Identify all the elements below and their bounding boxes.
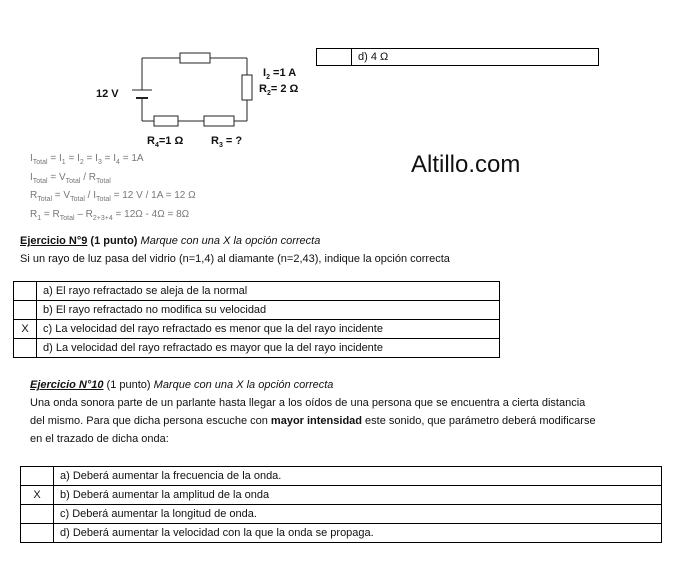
table-row[interactable]: [21, 505, 662, 524]
calculation-block: [30, 152, 196, 226]
table-row[interactable]: [21, 486, 662, 505]
option-text-cell: a) Deberá aumentar la frecuencia de la onda.: [54, 467, 662, 486]
option-text-cell: a) El rayo refractado se aleja de la normal: [37, 282, 500, 301]
option-text-cell: c) La velocidad del rayo refractado es menor que la del rayo incidente: [37, 320, 500, 339]
option-text-cell: b) Deberá aumentar la amplitud de la onda: [54, 486, 662, 505]
table-row[interactable]: [14, 301, 500, 320]
table-row[interactable]: [14, 282, 500, 301]
exercise-10-options-table: [20, 466, 662, 543]
resistor-top: [180, 53, 210, 63]
exercise-10-heading: Ejercicio N°10 (1 punto) Marque con una X la opción correcta: [30, 379, 334, 391]
table-row[interactable]: [21, 467, 662, 486]
option-mark-cell[interactable]: X: [21, 486, 54, 505]
watermark-text: Altillo.com: [411, 151, 521, 178]
option-text-cell: d) Deberá aumentar la velocidad con la que la onda se propaga.: [54, 524, 662, 543]
calc-line: $I_{Total} = V_{Total} / R_{Total}$: [30, 171, 111, 185]
exercise-9-options-table: [13, 281, 500, 358]
previous-answer-table: [316, 48, 599, 66]
circuit-drawing: [80, 40, 320, 160]
exercise-9-question: Si un rayo de luz pasa del vidrio (n=1,4) al diamante (n=2,43), indique la opción correcta: [20, 253, 450, 265]
option-mark-cell[interactable]: [14, 282, 37, 301]
option-mark-cell[interactable]: [21, 467, 54, 486]
resistor-r4-label: $R_4=1$ Ω: [147, 135, 184, 150]
answer-mark-cell[interactable]: [317, 49, 352, 66]
current-i2-label: $I_2 =1$ A: [263, 67, 297, 82]
resistor-r4: [154, 116, 178, 126]
option-mark-cell[interactable]: [14, 339, 37, 358]
option-text-cell: c) Deberá aumentar la longitud de onda.: [54, 505, 662, 524]
calc-line: $R_{Total} = V_{Total} / I_{Total} = 12$ V / 1A = 12 Ω: [30, 190, 196, 203]
resistor-r2: [242, 75, 252, 100]
calc-line: $R_1 = R_{Total} - R_{2+3+4} = 12\Omega - 4\Omega = 8\Omega$: [30, 208, 190, 222]
answer-option-cell: d) 4 Ω: [352, 49, 599, 66]
option-mark-cell[interactable]: [21, 524, 54, 543]
exercise-10-question: Una onda sonora parte de un parlante hasta llegar a los oídos de una persona que se encuentra a cierta distancia del mismo. Para que dicha persona escuche con mayor intensidad este sonido, que parámetro deberá modificarse en el trazado de dicha onda:: [30, 397, 596, 445]
circuit-diagram: [80, 40, 320, 160]
calc-line: $I_{Total} = I_1 = I_2 = I_3 = I_4 = 1A$: [30, 153, 144, 166]
table-row[interactable]: [14, 320, 500, 339]
option-mark-cell[interactable]: X: [14, 320, 37, 339]
option-mark-cell[interactable]: [21, 505, 54, 524]
exercise-9-heading: Ejercicio N°9 (1 punto) Marque con una X la opción correcta: [20, 235, 321, 247]
resistor-r3: [204, 116, 234, 126]
resistor-r3-label: $R_3$ = ?: [211, 135, 243, 150]
option-text-cell: b) El rayo refractado no modifica su velocidad: [37, 301, 500, 320]
option-mark-cell[interactable]: [14, 301, 37, 320]
resistor-r2-label: $R_2= 2$ Ω: [259, 83, 299, 98]
option-text-cell: d) La velocidad del rayo refractado es mayor que la del rayo incidente: [37, 339, 500, 358]
table-row[interactable]: [21, 524, 662, 543]
table-row[interactable]: [14, 339, 500, 358]
table-row: [317, 49, 599, 66]
voltage-label: 12 V: [96, 88, 119, 100]
